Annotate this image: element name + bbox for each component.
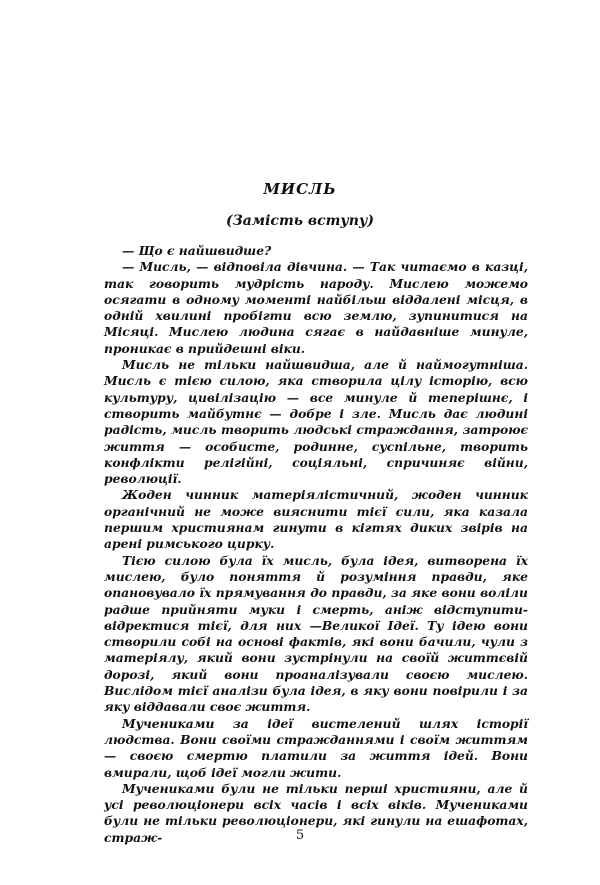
page-number: 5 <box>295 828 305 843</box>
paragraph: Мисль не тільки найшвидша, але й наймогутніша. Мисль є тією силою, яка створила цілу історію, всю культуру, цивілізацію — все минуле й теперішнє, і створить майбутнє — добре і зле. Мисль дає людині радість, мисль творить людські страждання, затроює життя — особисте, родинне, суспільне, творить конфлікти релігійні, соціяльні, спричиняє війни, революції. <box>104 357 528 487</box>
paragraph: Мучениками були не тільки перші християни, але й усі революціонери всіх часів і всіх віків. Мучениками були не тільки революціонери, які гинули на ешафотах, страж- <box>104 780 528 845</box>
paragraph: Мучениками за ідеї вистелений шлях історії людства. Вони своїми стражданнями і своїм життям — своєю смертю платили за життя ідей. Вони вмирали, щоб ідеї могли жити. <box>104 715 528 780</box>
paragraph: — Що є найшвидше? <box>122 243 272 258</box>
chapter-subtitle: (Замість вступу) <box>226 213 374 229</box>
paragraph: Тією силою була їх мисль, була ідея, витворена їх мислею, було поняття й розуміння правди, яке опановувало їх прямування до правди, за яке вони воліли радше прийняти муки і смерть, аніж відступити-відректися тієї, для них —Великої Ідеї. Ту ідею вони створили собі на основі фактів, які вони бачили, чули з матеріялу, який вони зустрінули на своїй життєвій дорозі, який вони проаналізували своєю мислею. Вислідом тієї аналізи була ідея, в яку вони повірили і за яку віддавали своє життя. <box>104 552 528 715</box>
paragraph: — Мисль, — відповіла дівчина. — Так читаємо в казці, так говорить мудрість народу. Мислею можемо осягати в одному моменті найбільш віддалені місця, в одній хвилині пробігти всю землю, зупинитися на Місяці. Мислею людина сягає в найдавніше минуле, проникає в прийдешні віки. <box>104 259 528 356</box>
chapter-title: МИСЛЬ <box>263 180 337 198</box>
body-text <box>104 243 528 846</box>
paragraph: Жоден чинник матеріялістичний, жоден чинник органічний не може вияснити тієї сили, яка казала першим християнам гинути в кігтях диких звірів на арені римського цирку. <box>104 487 528 552</box>
